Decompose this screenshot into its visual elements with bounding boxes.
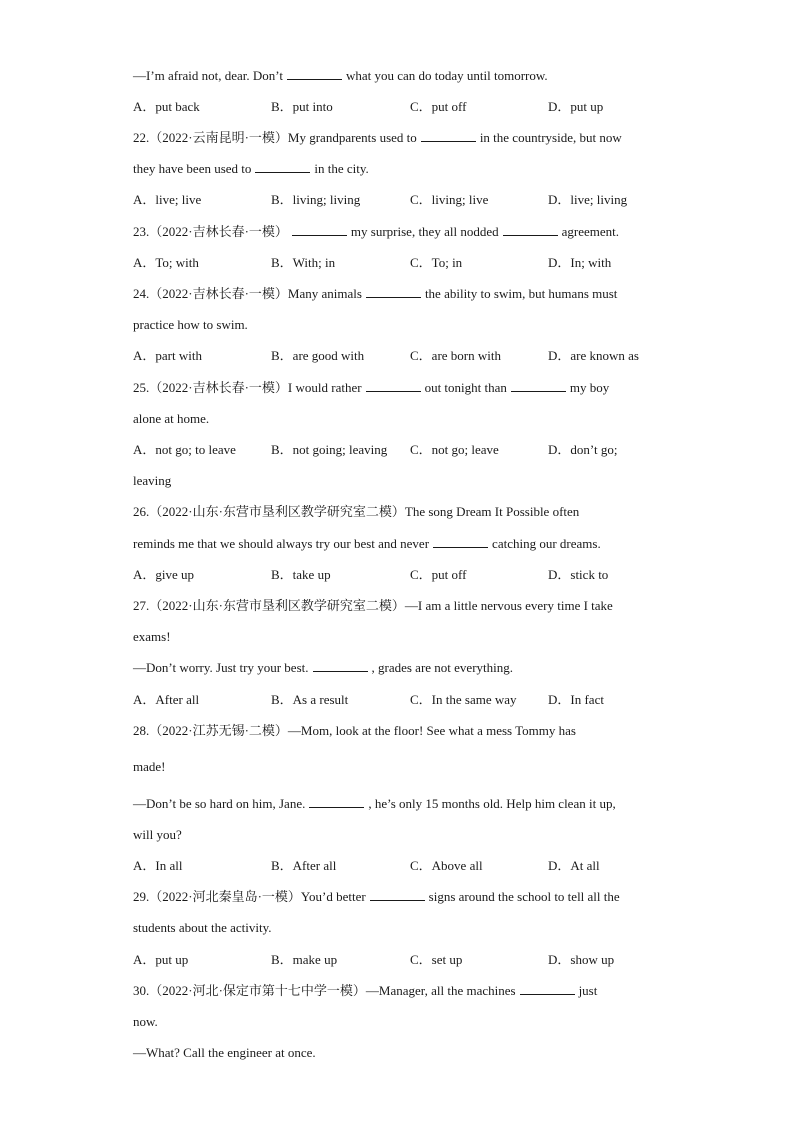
- question-26-stem-cont: reminds me that we should always try our best and never catching our dreams.: [133, 536, 601, 551]
- option-d: D．live; living: [548, 192, 628, 207]
- option-d: D．stick to: [548, 567, 609, 582]
- option-c: C．put off: [410, 567, 467, 582]
- option-d: D．In fact: [548, 692, 604, 707]
- question-24-stem-cont: practice how to swim.: [133, 317, 248, 332]
- option-d: D．don’t go;: [548, 442, 618, 457]
- answer-blank: [520, 983, 575, 995]
- question-22-stem-cont: they have been used to in the city.: [133, 161, 369, 176]
- question-21-dialog-line: —I’m afraid not, dear. Don’t what you can do today until tomorrow.: [133, 68, 548, 83]
- question-28-dialog-cont: will you?: [133, 827, 182, 842]
- question-29-stem-cont: students about the activity.: [133, 920, 272, 935]
- option-b: B．put into: [271, 99, 333, 114]
- option-c: C．are born with: [410, 348, 501, 363]
- question-29-stem: 29.（2022·河北秦皇岛·一模）You’d better signs around the school to tell all the: [133, 889, 620, 904]
- option-a: A．After all: [133, 692, 200, 707]
- question-23-stem: 23.（2022·吉林长春·一模） my surprise, they all nodded agreement.: [133, 224, 619, 239]
- answer-blank: [433, 536, 488, 548]
- question-28-stem-cont: made!: [133, 759, 166, 774]
- question-25-option-d-cont: leaving: [133, 473, 172, 488]
- option-a: A．put back: [133, 99, 200, 114]
- option-c: C．not go; leave: [410, 442, 499, 457]
- question-30-dialog-line: —What? Call the engineer at once.: [133, 1045, 316, 1060]
- question-30-stem: 30.（2022·河北·保定市第十七中学一模）—Manager, all the machines just: [133, 983, 598, 998]
- option-b: B．are good with: [271, 348, 365, 363]
- answer-blank: [421, 130, 476, 142]
- question-27-dialog-line: —Don’t worry. Just try your best. , grades are not everything.: [133, 660, 514, 675]
- option-c: C．set up: [410, 952, 463, 967]
- question-25-stem: 25.（2022·吉林长春·一模）I would rather out tonight than my boy: [133, 380, 610, 395]
- answer-blank: [313, 660, 368, 672]
- option-c: C．In the same way: [410, 692, 517, 707]
- answer-blank: [309, 796, 364, 808]
- option-c: C．living; live: [410, 192, 489, 207]
- answer-blank: [370, 889, 425, 901]
- question-25-stem-cont: alone at home.: [133, 411, 210, 426]
- question-24-stem: 24.（2022·吉林长春·一模）Many animals the ability to swim, but humans must: [133, 286, 618, 301]
- option-b: B．With; in: [271, 255, 336, 270]
- option-d: D．show up: [548, 952, 615, 967]
- option-b: B．make up: [271, 952, 338, 967]
- option-b: B．take up: [271, 567, 331, 582]
- option-d: D．are known as: [548, 348, 639, 363]
- option-a: A．live; live: [133, 192, 202, 207]
- question-28-stem: 28.（2022·江苏无锡·二模）—Mom, look at the floor! See what a mess Tommy has: [133, 723, 576, 738]
- option-c: C．Above all: [410, 858, 483, 873]
- option-a: A．put up: [133, 952, 189, 967]
- option-a: A．part with: [133, 348, 202, 363]
- option-b: B．not going; leaving: [271, 442, 388, 457]
- option-b: B．living; living: [271, 192, 361, 207]
- answer-blank: [366, 286, 421, 298]
- option-a: A．To; with: [133, 255, 199, 270]
- option-c: C．To; in: [410, 255, 463, 270]
- option-d: D．At all: [548, 858, 600, 873]
- answer-blank: [292, 224, 347, 236]
- option-a: A．give up: [133, 567, 195, 582]
- question-27-stem: 27.（2022·山东·东营市垦利区教学研究室二模）—I am a little nervous every time I take: [133, 598, 613, 613]
- answer-blank: [255, 161, 310, 173]
- question-28-dialog-line: —Don’t be so hard on him, Jane. , he’s only 15 months old. Help him clean it up,: [133, 796, 616, 811]
- option-d: D．put up: [548, 99, 604, 114]
- option-b: B．As a result: [271, 692, 349, 707]
- answer-blank: [503, 224, 558, 236]
- option-a: A．In all: [133, 858, 183, 873]
- option-c: C．put off: [410, 99, 467, 114]
- answer-blank: [287, 68, 342, 80]
- option-a: A．not go; to leave: [133, 442, 236, 457]
- question-27-stem-cont: exams!: [133, 629, 171, 644]
- question-30-stem-cont: now.: [133, 1014, 158, 1029]
- question-22-stem: 22.（2022·云南昆明·一模）My grandparents used to in the countryside, but now: [133, 130, 622, 145]
- option-b: B．After all: [271, 858, 337, 873]
- answer-blank: [366, 380, 421, 392]
- answer-blank: [511, 380, 566, 392]
- option-d: D．In; with: [548, 255, 612, 270]
- question-26-stem: 26.（2022·山东·东营市垦利区教学研究室二模）The song Dream It Possible often: [133, 504, 580, 519]
